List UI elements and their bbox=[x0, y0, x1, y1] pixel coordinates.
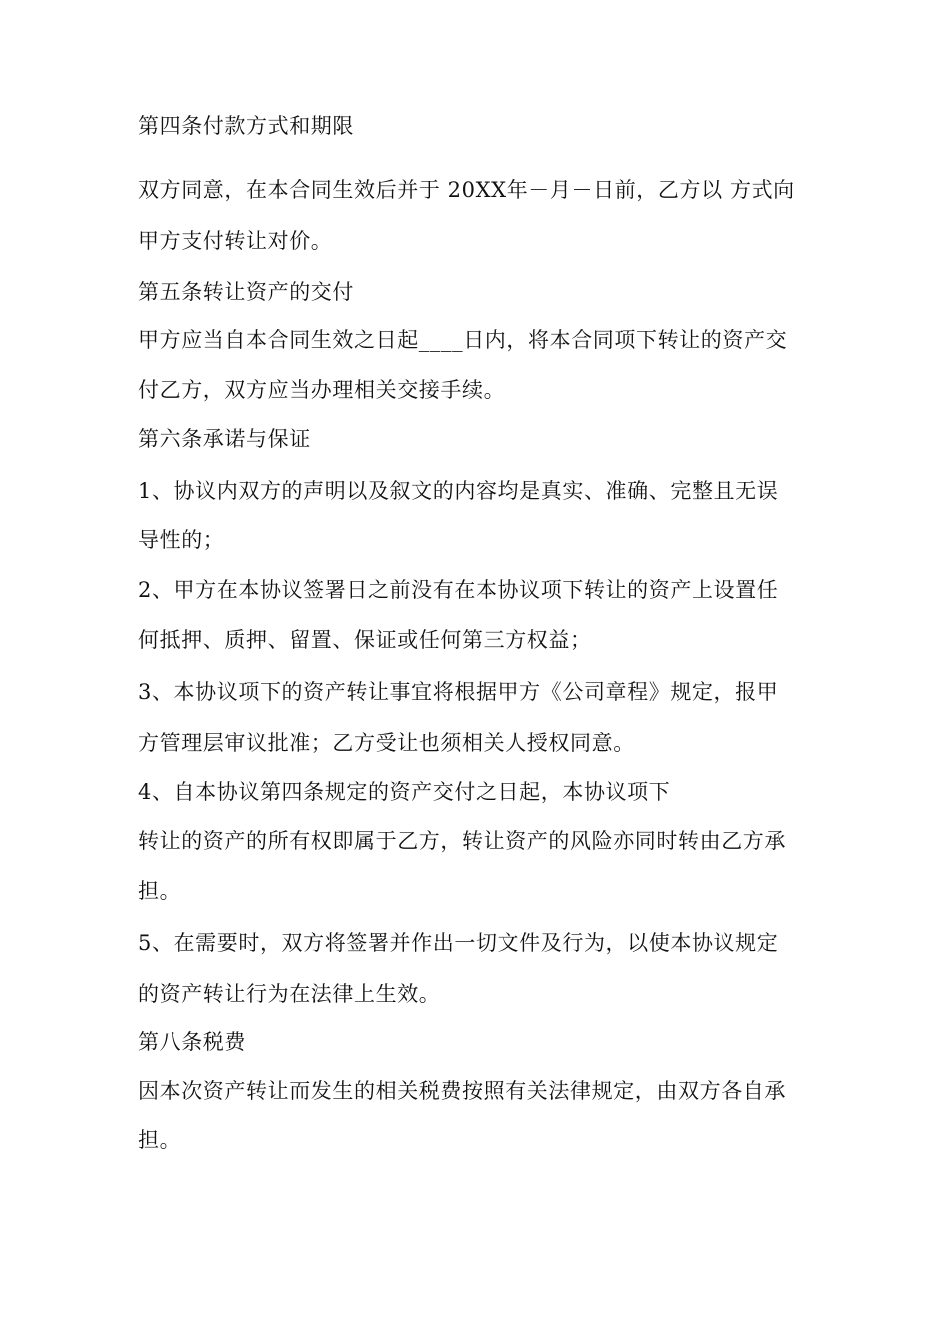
clause-4-line-3: 担。 bbox=[138, 879, 182, 903]
clause-2-line-2: 何抵押、质押、留置、保证或任何第三方权益； bbox=[138, 628, 592, 652]
article-8-text-line-1: 因本次资产转让而发生的相关税费按照有关法律规定，由双方各自承 bbox=[138, 1079, 786, 1103]
article-8-heading: 第八条税费 bbox=[138, 1030, 246, 1054]
clause-5-line-2: 的资产转让行为在法律上生效。 bbox=[138, 982, 441, 1006]
article-5-text-line-2: 付乙方，双方应当办理相关交接手续。 bbox=[138, 378, 506, 402]
clause-4-line-2: 转让的资产的所有权即属于乙方，转让资产的风险亦同时转由乙方承 bbox=[138, 829, 786, 853]
article-6-heading: 第六条承诺与保证 bbox=[138, 427, 311, 451]
clause-1-line-1: 1、协议内双方的声明以及叙文的内容均是真实、准确、完整且无误 bbox=[138, 479, 779, 503]
clause-1-line-2: 导性的； bbox=[138, 528, 225, 552]
clause-3-line-1: 3、本协议项下的资产转让事宜将根据甲方《公司章程》规定，报甲 bbox=[138, 680, 779, 704]
article-4-heading: 第四条付款方式和期限 bbox=[138, 114, 354, 138]
article-4-text-line-1: 双方同意，在本合同生效后并于 20XX年－月－日前，乙方以 方式向 bbox=[138, 178, 795, 202]
article-5-text-line-1: 甲方应当自本合同生效之日起____日内，将本合同项下转让的资产交 bbox=[138, 328, 788, 352]
clause-4-line-1: 4、自本协议第四条规定的资产交付之日起，本协议项下 bbox=[138, 780, 671, 804]
clause-2-line-1: 2、甲方在本协议签署日之前没有在本协议项下转让的资产上设置任 bbox=[138, 578, 779, 602]
clause-3-line-2: 方管理层审议批准；乙方受让也须相关人授权同意。 bbox=[138, 731, 635, 755]
clause-5-line-1: 5、在需要时，双方将签署并作出一切文件及行为，以使本协议规定 bbox=[138, 931, 779, 955]
article-5-heading: 第五条转让资产的交付 bbox=[138, 280, 354, 304]
article-4-text-line-2: 甲方支付转让对价。 bbox=[138, 229, 333, 253]
article-8-text-line-2: 担。 bbox=[138, 1128, 182, 1152]
